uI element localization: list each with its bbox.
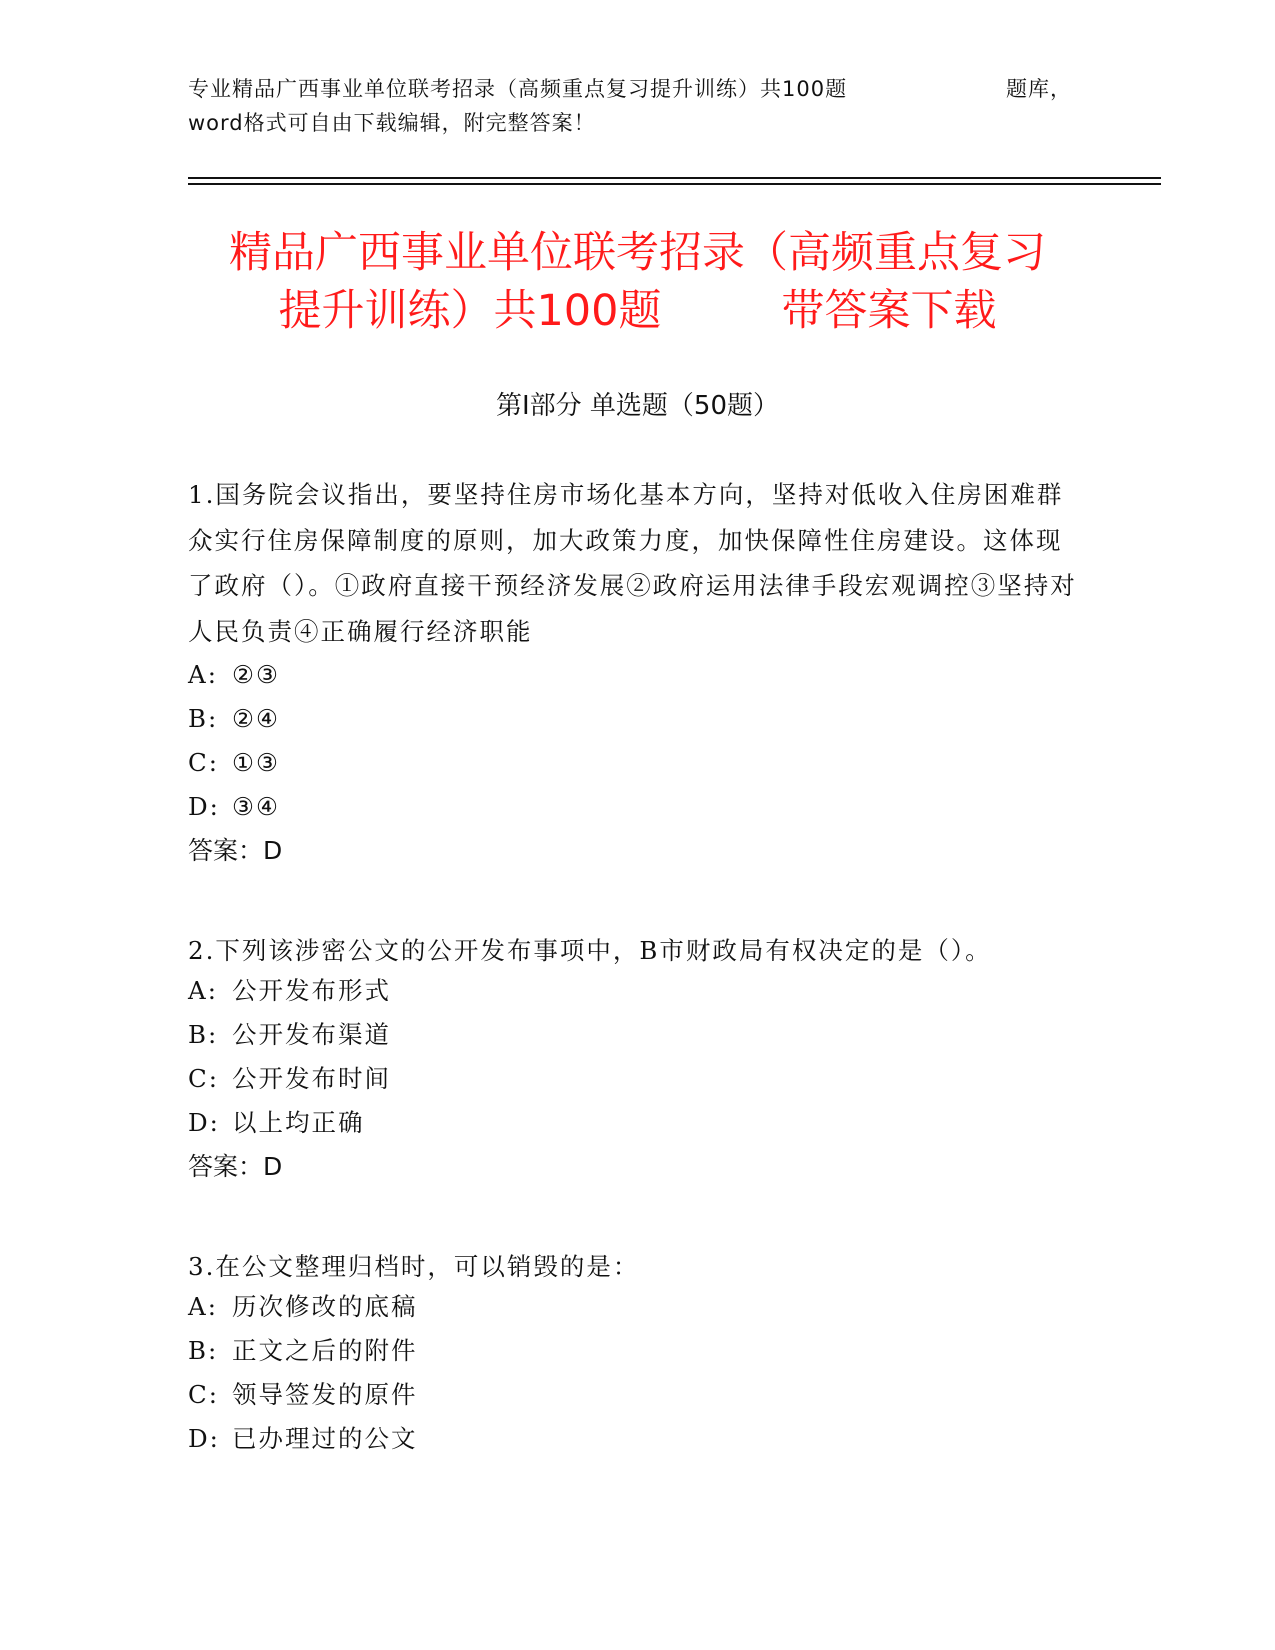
question-1-option-d — [188, 792, 280, 822]
question-2-option-d — [188, 1108, 365, 1138]
title-line-1: 精品广西事业单位联考招录（高频重点复习 — [229, 228, 1046, 278]
option-key: C: — [188, 1064, 220, 1093]
question-1-text: 1.国务院会议指出，要坚持住房市场化基本方向，坚持对低收入住房困难群众实行住房保障制度的原则，加大政策力度，加快保障性住房建设。这体现了政府（）。①政府直接干预经济发展②政府运用法律手段宏观调控③坚持对人民负责④正确履行经济职能 — [188, 480, 1077, 646]
option-value: 历次修改的底稿 — [232, 1292, 418, 1321]
option-value: ②④ — [232, 704, 280, 733]
option-value: 公开发布形式 — [232, 976, 391, 1005]
question-2-answer: 答案：D — [188, 1152, 283, 1181]
question-1-option-b — [188, 704, 280, 734]
question-2-option-c — [188, 1064, 391, 1094]
question-1-option-c — [188, 748, 280, 778]
header-line-1-right: 题库， — [1006, 77, 1072, 101]
option-key: B: — [188, 1020, 219, 1049]
option-key: A: — [188, 976, 218, 1005]
question-1-answer: 答案：D — [188, 836, 283, 865]
option-value: 正文之后的附件 — [232, 1336, 418, 1365]
document-title — [150, 224, 1125, 340]
option-key: A: — [188, 1292, 218, 1321]
page-header — [188, 72, 1088, 140]
header-divider-top — [188, 177, 1161, 179]
option-key: D: — [188, 792, 220, 821]
option-value: ①③ — [232, 748, 280, 777]
title-line-2 — [150, 282, 1125, 340]
option-value: 公开发布渠道 — [232, 1020, 391, 1049]
title-line-2-right: 带答案下载 — [781, 286, 997, 336]
question-3-option-b — [188, 1336, 418, 1366]
option-value: 领导签发的原件 — [232, 1380, 418, 1409]
option-key: B: — [188, 704, 219, 733]
option-key: D: — [188, 1108, 220, 1137]
option-value: 公开发布时间 — [232, 1064, 391, 1093]
option-key: A: — [188, 660, 218, 689]
option-value: 以上均正确 — [232, 1108, 365, 1137]
option-value: ③④ — [232, 792, 280, 821]
question-3-text: 3.在公文整理归档时，可以销毁的是： — [188, 1252, 640, 1281]
header-divider-bottom — [188, 183, 1161, 185]
question-3-option-d — [188, 1424, 418, 1454]
option-key: B: — [188, 1336, 219, 1365]
option-value: ②③ — [232, 660, 280, 689]
question-2-text: 2.下列该涉密公文的公开发布事项中，B市财政局有权决定的是（）。 — [188, 936, 992, 965]
option-key: C: — [188, 1380, 220, 1409]
question-3-option-c — [188, 1380, 418, 1410]
option-value: 已办理过的公文 — [232, 1424, 418, 1453]
header-line-1: 专业精品广西事业单位联考招录（高频重点复习提升训练）共100题 — [188, 77, 848, 101]
question-3-option-a — [188, 1292, 418, 1322]
title-line-2-left: 提升训练）共100题 — [278, 286, 662, 336]
option-key: C: — [188, 748, 220, 777]
question-2-option-b — [188, 1020, 391, 1050]
question-2-option-a — [188, 976, 391, 1006]
option-key: D: — [188, 1424, 220, 1453]
header-line-2: word格式可自由下载编辑，附完整答案！ — [188, 111, 596, 135]
section-title: 第Ⅰ部分 单选题（50题） — [495, 391, 780, 421]
question-1-option-a — [188, 660, 280, 690]
